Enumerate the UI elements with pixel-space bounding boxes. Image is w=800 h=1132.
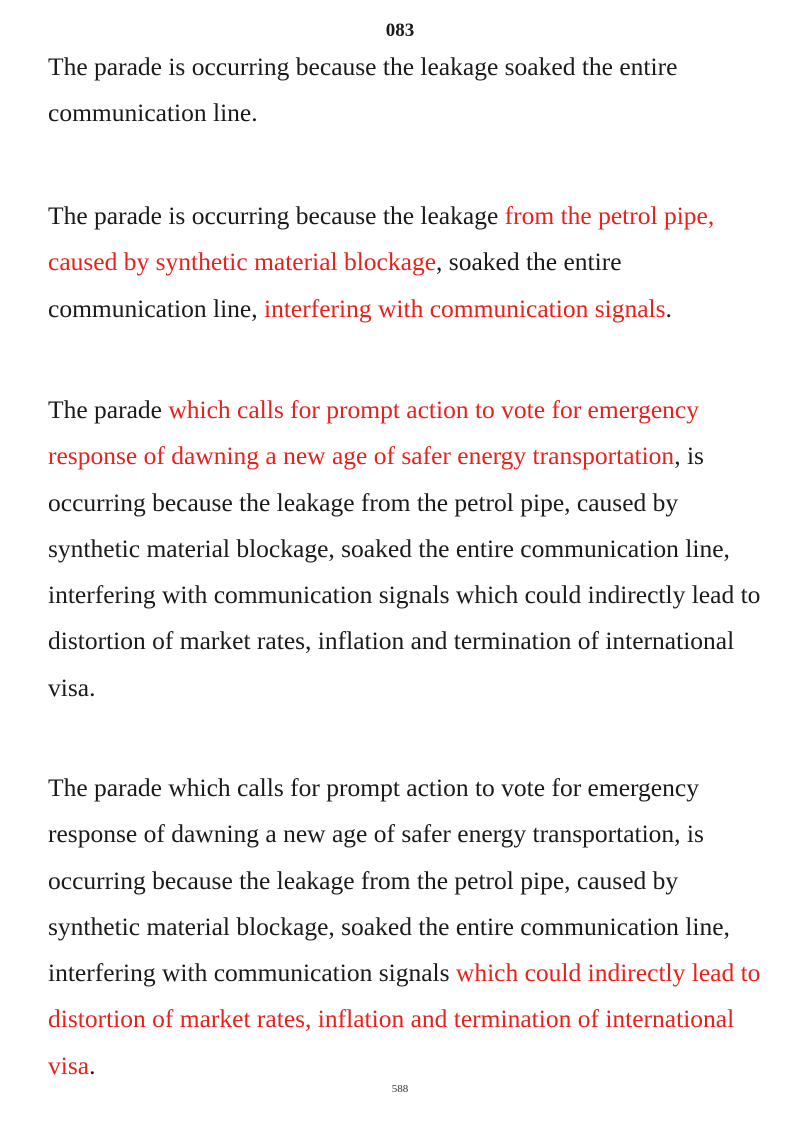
highlighted-segment: which calls for prompt action to vote for emergency response of dawning a new age of safer energy transportation [48,395,699,471]
text-segment: . [665,293,672,323]
paragraph-2 [48,193,768,332]
text-segment: The parade which calls for prompt action to vote for emergency response of dawning a new age of safer energy transportation, is occurring because the leakage from the petrol pipe, caused by synthetic material blockage, soaked the entire communication line, interfering with communication signals [48,773,730,988]
text-segment: The parade is occurring because the leakage soaked the entire communication line. [48,52,678,128]
text-segment: . [89,1050,96,1080]
text-segment: The parade [48,395,169,424]
highlighted-segment: which could indirectly lead to distortion of market rates, inflation and termination of international visa [48,958,761,1080]
page-header-number: 083 [385,20,415,41]
highlighted-segment: from the petrol pipe, caused by synthetic material blockage [48,201,715,277]
text-segment: , soaked the entire communication line, [48,247,622,323]
text-segment: The parade is occurring because the leakage [48,201,505,230]
page-footer-number: 588 [391,1083,409,1095]
highlighted-segment: interfering with communication signals [264,293,666,323]
text-segment: , is occurring because the leakage from the petrol pipe, caused by synthetic material blockage, soaked the entire communication line, interfering with communication signals which could indirectly lead to distortion of market rates, inflation and termination of international visa. [48,441,761,702]
paragraph-3 [48,387,768,711]
paragraph-1 [48,44,768,137]
paragraph-4 [48,765,768,1089]
